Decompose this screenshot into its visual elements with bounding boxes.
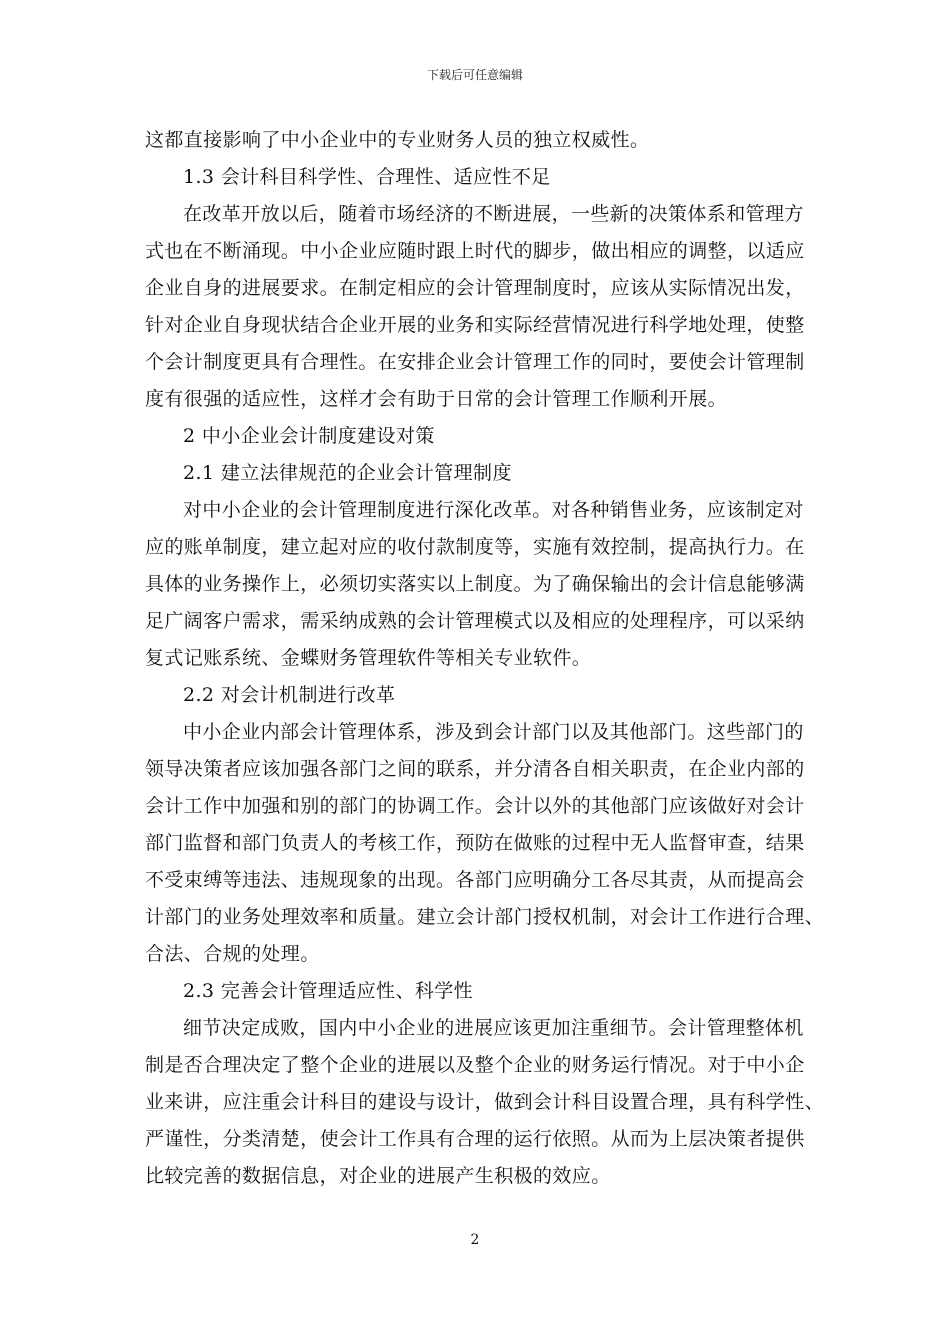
paragraph-line: 比较完善的数据信息，对企业的进展产生积极的效应。 bbox=[145, 1165, 611, 1187]
paragraph-line: 这都直接影响了中小企业中的专业财务人员的独立权威性。 bbox=[145, 129, 650, 151]
paragraph-line: 式也在不断涌现。中小企业应随时跟上时代的脚步，做出相应的调整，以适应 bbox=[145, 240, 805, 262]
paragraph-line: 企业自身的进展要求。在制定相应的会计管理制度时，应该从实际情况出发， bbox=[145, 277, 805, 299]
paragraph-line: 合法、合规的处理。 bbox=[145, 943, 320, 965]
paragraph-line: 个会计制度更具有合理性。在安排企业会计管理工作的同时，要使会计管理制 bbox=[145, 351, 805, 373]
section-heading: 2 中小企业会计制度建设对策 bbox=[183, 425, 435, 447]
paragraph-line: 度有很强的适应性，这样才会有助于日常的会计管理工作顺利开展。 bbox=[145, 388, 728, 410]
paragraph-line: 具体的业务操作上，必须切实落实以上制度。为了确保输出的会计信息能够满 bbox=[145, 573, 805, 595]
paragraph-line: 制是否合理决定了整个企业的进展以及整个企业的财务运行情况。对于中小企 bbox=[145, 1054, 805, 1076]
paragraph-line: 中小企业内部会计管理体系，涉及到会计部门以及其他部门。这些部门的 bbox=[183, 721, 804, 743]
paragraph-line: 细节决定成败，国内中小企业的进展应该更加注重细节。会计管理整体机 bbox=[183, 1017, 804, 1039]
paragraph-line: 领导决策者应该加强各部门之间的联系，并分清各自相关职责，在企业内部的 bbox=[145, 758, 805, 780]
section-heading: 2.2 对会计机制进行改革 bbox=[183, 684, 396, 706]
page-header: 下载后可任意编辑 bbox=[426, 68, 523, 82]
section-heading: 2.1 建立法律规范的企业会计管理制度 bbox=[183, 462, 512, 484]
page-number: 2 bbox=[470, 1232, 480, 1248]
paragraph-line: 计部门的业务处理效率和质量。建立会计部门授权机制，对会计工作进行合理、 bbox=[145, 906, 825, 928]
paragraph-line: 业来讲，应注重会计科目的建设与设计，做到会计科目设置合理，具有科学性、 bbox=[145, 1091, 825, 1113]
section-heading: 1.3 会计科目科学性、合理性、适应性不足 bbox=[183, 166, 551, 188]
paragraph-line: 对中小企业的会计管理制度进行深化改革。对各种销售业务，应该制定对 bbox=[183, 499, 804, 521]
paragraph-line: 在改革开放以后，随着市场经济的不断进展，一些新的决策体系和管理方 bbox=[183, 203, 804, 225]
paragraph-line: 复式记账系统、金蝶财务管理软件等相关专业软件。 bbox=[145, 647, 592, 669]
section-heading: 2.3 完善会计管理适应性、科学性 bbox=[183, 980, 474, 1002]
paragraph-line: 部门监督和部门负责人的考核工作，预防在做账的过程中无人监督审查，结果 bbox=[145, 832, 805, 854]
paragraph-line: 不受束缚等违法、违规现象的出现。各部门应明确分工各尽其责，从而提高会 bbox=[145, 869, 805, 891]
paragraph-line: 应的账单制度，建立起对应的收付款制度等，实施有效控制，提高执行力。在 bbox=[145, 536, 805, 558]
paragraph-line: 严谨性，分类清楚，使会计工作具有合理的运行依照。从而为上层决策者提供 bbox=[145, 1128, 805, 1150]
paragraph-line: 会计工作中加强和别的部门的协调工作。会计以外的其他部门应该做好对会计 bbox=[145, 795, 805, 817]
paragraph-line: 足广阔客户需求，需采纳成熟的会计管理模式以及相应的处理程序，可以采纳 bbox=[145, 610, 805, 632]
paragraph-line: 针对企业自身现状结合企业开展的业务和实际经营情况进行科学地处理，使整 bbox=[145, 314, 805, 336]
